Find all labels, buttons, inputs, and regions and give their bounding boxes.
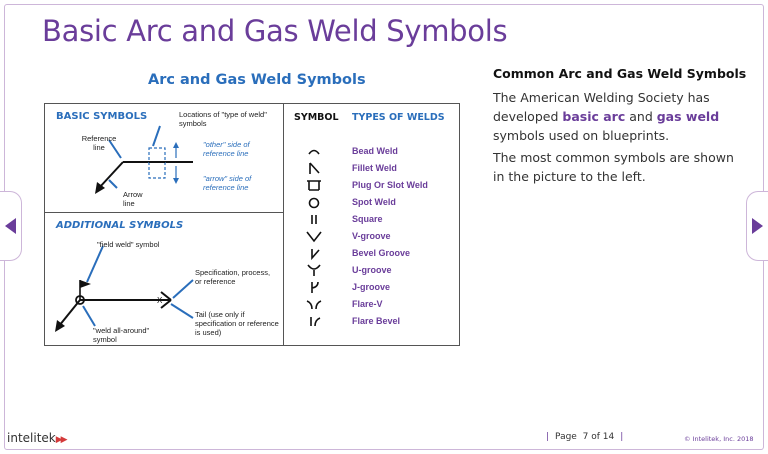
j-groove-symbol-icon (304, 280, 324, 295)
weld-types-table (284, 104, 460, 347)
sidebar-text: symbols used on blueprints. (493, 128, 670, 143)
weld-type-name: Fillet Weld (352, 163, 397, 173)
weld-type-name: V-groove (352, 231, 391, 241)
brand-name: intelitek (7, 431, 56, 445)
weld-type-name: Bead Weld (352, 146, 398, 156)
page-current: 7 (582, 432, 589, 442)
symbol-column-header: SYMBOL (294, 112, 339, 123)
sidebar-paragraph: The most common symbols are shown in the picture to the left. (493, 150, 734, 184)
weld-type-row (284, 280, 460, 297)
chevron-right-icon (752, 218, 763, 234)
weld-type-row (284, 263, 460, 280)
highlight-basic-arc: basic arc (562, 109, 626, 124)
weld-type-row (284, 161, 460, 178)
weld-type-name: Bevel Groove (352, 248, 411, 258)
weld-type-name: Square (352, 214, 383, 224)
types-column-header: TYPES OF WELDS (352, 112, 445, 123)
bevel-groove-symbol-icon (304, 246, 324, 261)
u-groove-symbol-icon (304, 263, 324, 278)
fillet-weld-symbol-icon (304, 161, 324, 176)
copyright: © Intelitek, Inc. 2018 (684, 435, 754, 443)
specification-label: Specification, process, or reference (195, 268, 271, 286)
arrow-line-label: Arrow line (123, 190, 143, 208)
flare-bevel-symbol-icon (304, 314, 324, 329)
additional-symbols-heading: ADDITIONAL SYMBOLS (56, 220, 184, 231)
logo-arrows-icon: ▶▶ (55, 435, 66, 445)
spot-weld-symbol-icon (304, 195, 324, 210)
square-weld-symbol-icon (304, 212, 324, 227)
weld-type-name: Plug Or Slot Weld (352, 180, 428, 190)
weld-type-row (284, 212, 460, 229)
weld-type-name: U-groove (352, 265, 392, 275)
weld-type-row (284, 229, 460, 246)
arrow-side-label: "arrow" side of reference line (203, 174, 252, 192)
field-weld-label: "field weld" symbol (97, 240, 160, 249)
page-label: Page (555, 432, 577, 442)
divider: | (546, 432, 550, 442)
weld-all-around-label: "weld all-around" symbol (93, 326, 150, 344)
weld-type-name: Flare Bevel (352, 316, 401, 326)
v-groove-symbol-icon (304, 229, 324, 244)
chevron-left-icon (5, 218, 16, 234)
weld-type-row (284, 195, 460, 212)
figure-title: Arc and Gas Weld Symbols (148, 72, 366, 88)
tail-label: Tail (use only if specification or reference is used) (195, 310, 279, 337)
weld-type-name: Flare-V (352, 299, 383, 309)
svg-text:X: X (157, 296, 163, 305)
highlight-gas-weld: gas weld (656, 109, 720, 124)
sidebar-heading: Common Arc and Gas Weld Symbols (493, 66, 747, 81)
weld-type-row (284, 314, 460, 331)
page-total: 14 (602, 432, 615, 442)
bead-weld-symbol-icon (304, 144, 324, 159)
weld-type-row (284, 178, 460, 195)
divider: | (620, 432, 624, 442)
reference-line-label: Reference line (81, 134, 117, 152)
intelitek-logo (7, 431, 66, 445)
previous-slide-button[interactable] (0, 191, 22, 261)
weld-type-row (284, 246, 460, 263)
next-slide-button[interactable] (746, 191, 768, 261)
page-indicator (540, 432, 629, 442)
weld-type-row (284, 144, 460, 161)
plug-slot-weld-symbol-icon (304, 178, 324, 193)
weld-type-name: Spot Weld (352, 197, 396, 207)
other-side-label: "other" side of reference line (203, 140, 250, 158)
flare-v-symbol-icon (304, 297, 324, 312)
weld-type-row (284, 297, 460, 314)
slide-title: Basic Arc and Gas Weld Symbols (42, 14, 508, 48)
basic-symbols-heading: BASIC SYMBOLS (56, 111, 148, 122)
locations-label: Locations of "type of weld" symbols (179, 110, 267, 128)
page-of: of (591, 432, 600, 442)
sidebar-paragraph (493, 88, 743, 145)
weld-symbols-figure (44, 103, 460, 346)
weld-type-name: J-groove (352, 282, 391, 292)
sidebar-text: The American Welding Society has developed (493, 90, 710, 124)
sidebar-text: and (625, 109, 657, 124)
